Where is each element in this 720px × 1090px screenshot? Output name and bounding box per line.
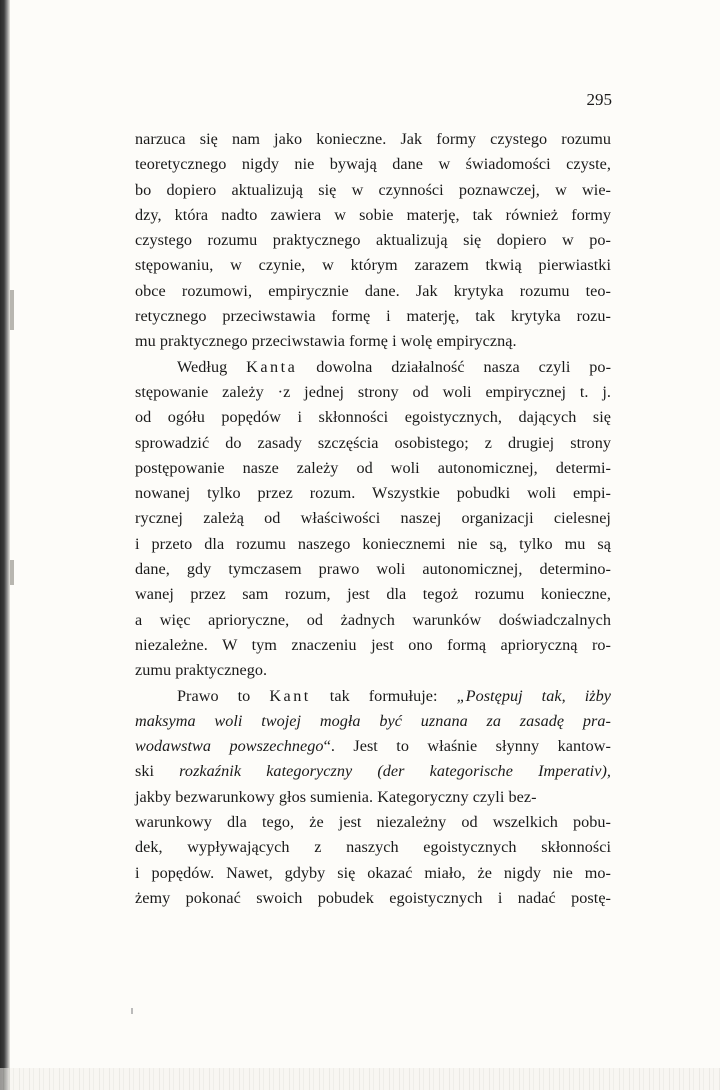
text-segment: stępowaniu, w czynie, w którym zarazem tkwią pierwiastki [135, 256, 611, 275]
text-segment: dane, gdy tymczasem prawo woli autonomicznej, determino- [135, 560, 611, 579]
page-bottom-edge [0, 1068, 720, 1090]
text-segment: i przeto dla rozumu naszego koniecznemi nie są, tylko mu są [135, 534, 611, 553]
text-segment: sprowadzić do zasady szczęścia osobistego; z drugiej strony [135, 433, 611, 452]
spaced-name: Kant [269, 686, 311, 705]
text-segment: “. Jest to właśnie słynny kantow- [323, 737, 611, 756]
text-line [135, 557, 611, 582]
text-line [135, 759, 611, 784]
text-segment: wanej przez sam rozum, jest dla tegoż rozumu konieczne, [135, 585, 611, 604]
text-line [135, 431, 611, 456]
text-segment: Według [177, 357, 247, 376]
text-line [135, 405, 611, 430]
text-line [135, 658, 611, 683]
text-line [135, 810, 611, 835]
text-line [135, 152, 611, 177]
text-line [135, 380, 611, 405]
text-line [135, 861, 611, 886]
book-spine-shadow [0, 0, 10, 1090]
text-segment: a więc aprioryczne, od żadnych warunków doświadczalnych [135, 610, 611, 629]
text-segment: czystego rozumu praktycznego aktualizują się dopiero w po- [135, 231, 611, 250]
text-segment: retycznego przeciwstawia formę i materję, tak krytyka rozu- [135, 307, 611, 326]
text-segment: stępowanie zależy ·z jednej strony od woli empirycznej t. j. [135, 382, 611, 401]
text-segment: niezależne. W tym znaczeniu jest ono formą aprioryczną ro- [135, 635, 611, 654]
italic-text: wodawstwa powszechnego [135, 737, 324, 756]
text-line [135, 481, 611, 506]
text-segment: bo dopiero aktualizują się w czynności poznawczej, w wie- [135, 180, 611, 199]
text-line [135, 329, 611, 354]
text-line [135, 734, 611, 759]
text-line [135, 203, 611, 228]
text-segment: i popędów. Nawet, gdyby się okazać miało, że nigdy nie mo- [135, 863, 611, 882]
text-segment: warunkowy dla tego, że jest niezależny od wszelkich pobu- [135, 813, 611, 832]
text-segment: Prawo to [177, 686, 270, 705]
text-line [135, 709, 611, 734]
text-line [135, 785, 611, 810]
text-line [135, 178, 611, 203]
text-segment: żemy pokonać swoich pobudek egoistycznych i nadać postę- [135, 888, 611, 907]
italic-text: „Postępuj tak, iżby [456, 686, 611, 705]
spine-speck [10, 290, 14, 330]
text-line [135, 253, 611, 278]
text-segment: rycznej zależą od właściwości naszej organizacji cielesnej [135, 509, 611, 528]
text-line [135, 608, 611, 633]
text-line [135, 304, 611, 329]
text-line [135, 886, 611, 911]
text-line [135, 506, 611, 531]
text-line [135, 835, 611, 860]
text-segment: zumu praktycznego. [135, 661, 268, 680]
text-line [135, 279, 611, 304]
text-line [135, 532, 611, 557]
text-line [135, 228, 611, 253]
body-text [135, 127, 611, 911]
text-segment: mu praktycznego przeciwstawia formę i wolę empiryczną. [135, 332, 517, 351]
text-line [135, 633, 611, 658]
text-segment: nowanej tylko przez rozum. Wszystkie pobudki woli empi- [135, 484, 611, 503]
text-segment: tak formułuje: [310, 686, 457, 705]
page-number: 295 [586, 90, 612, 109]
spaced-name: Kanta [246, 357, 298, 376]
spine-speck [10, 560, 14, 585]
text-segment: ski [135, 762, 180, 781]
text-line [135, 684, 611, 709]
text-segment: obce rozumowi, empirycznie dane. Jak krytyka rozumu teo- [135, 281, 611, 300]
text-segment: dek, wypływających z naszych egoistycznych skłonności [135, 838, 611, 857]
text-segment: dzy, która nadto zawiera w sobie materję, tak również formy [135, 205, 611, 224]
print-mark [131, 1008, 133, 1014]
italic-text: rozkaźnik kategoryczny (der kategorische Imperativ), [179, 762, 611, 781]
text-line [135, 456, 611, 481]
text-segment: narzuca się nam jako konieczne. Jak formy czystego rozumu [135, 130, 611, 148]
text-segment: dowolna działalność nasza czyli po- [297, 357, 612, 376]
italic-text: maksyma woli twojej mogła być uznana za zasadę pra- [135, 711, 611, 730]
text-segment: jakby bezwarunkowy głos sumienia. Kategoryczny czyli bez- [135, 787, 537, 806]
text-segment: od ogółu popędów i skłonności egoistycznych, dających się [135, 408, 611, 427]
text-segment: teoretycznego nigdy nie bywają dane w świadomości czyste, [135, 155, 611, 174]
text-line [135, 582, 611, 607]
text-line [135, 355, 611, 380]
text-line [135, 127, 611, 152]
text-segment: postępowanie nasze zależy od woli autonomicznej, determi- [135, 458, 611, 477]
